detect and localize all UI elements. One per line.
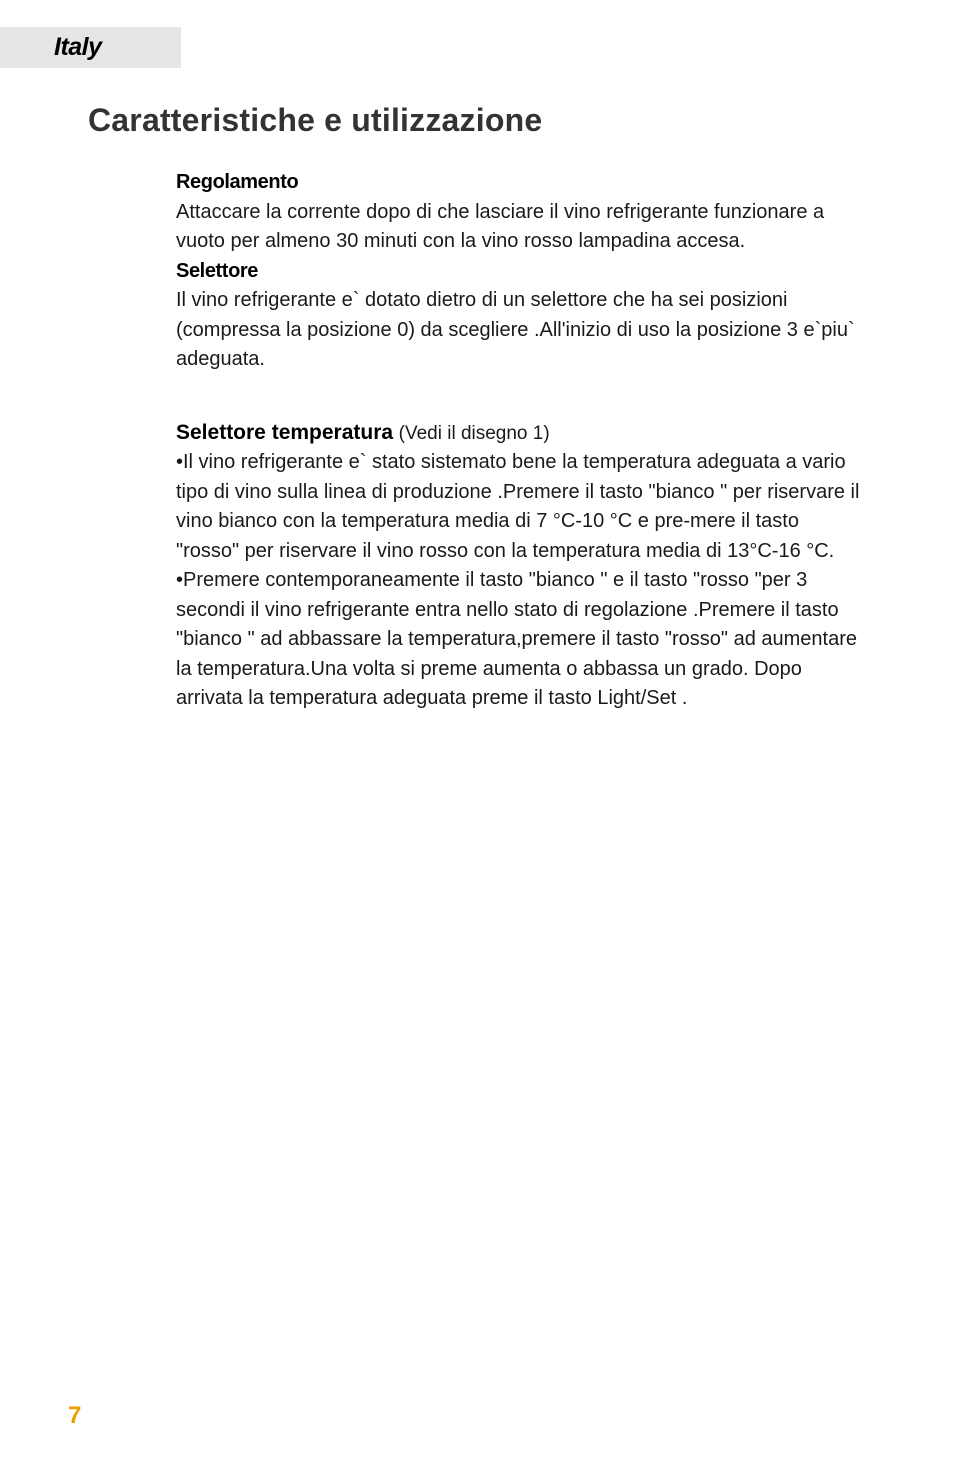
page-number: 7 [68,1402,82,1429]
selettore-temperatura-heading-line [176,418,866,449]
section-regolamento [176,168,866,257]
selettore-body: Il vino refrigerante e` dotato dietro di un selettore che ha sei posizioni (compressa la posizione 0) da scegliere .All'inizio di uso la posizione 3 e`piu` adeguata. [176,289,855,370]
section-selettore [176,257,866,375]
section-selettore-temperatura [176,418,866,714]
content-body [176,168,866,714]
selettore-temperatura-note: (Vedi il disegno 1) [398,422,550,444]
page-title: Caratteristiche e utilizzazione [88,102,543,138]
bullet-paragraph-1: •Il vino refrigerante e` stato sistemato bene la temperatura adeguata a vario tipo di vino sulla linea di produzione .Premere il tasto "bianco " per riservare il vino bianco con la temperatura media di 7 °C-10 °C e pre-mere il tasto "rosso" per riservare il vino rosso con la temperatura media di 13°C-16 °C. [176,451,860,562]
bullet-paragraph-2: •Premere contemporaneamente il tasto "bianco " e il tasto "rosso "per 3 secondi il vino refrigerante entra nello stato di regolazione .Premere il tasto "bianco " ad abbassare la temperatura,premere il tasto "rosso" ad aumentare la temperatura.Una volta si preme aumenta o abbassa un grado. Dopo arrivata la temperatura adeguata preme il tasto Light/Set . [176,569,857,709]
language-tab-label: Italy [54,33,102,61]
regolamento-heading: Regolamento [176,171,299,193]
selettore-temperatura-heading: Selettore temperatura [176,420,394,444]
language-tab [0,27,181,68]
regolamento-body: Attaccare la corrente dopo di che lasciare il vino refrigerante funzionare a vuoto per almeno 30 minuti con la vino rosso lampadina accesa. [176,200,825,252]
selettore-heading: Selettore [176,259,258,282]
